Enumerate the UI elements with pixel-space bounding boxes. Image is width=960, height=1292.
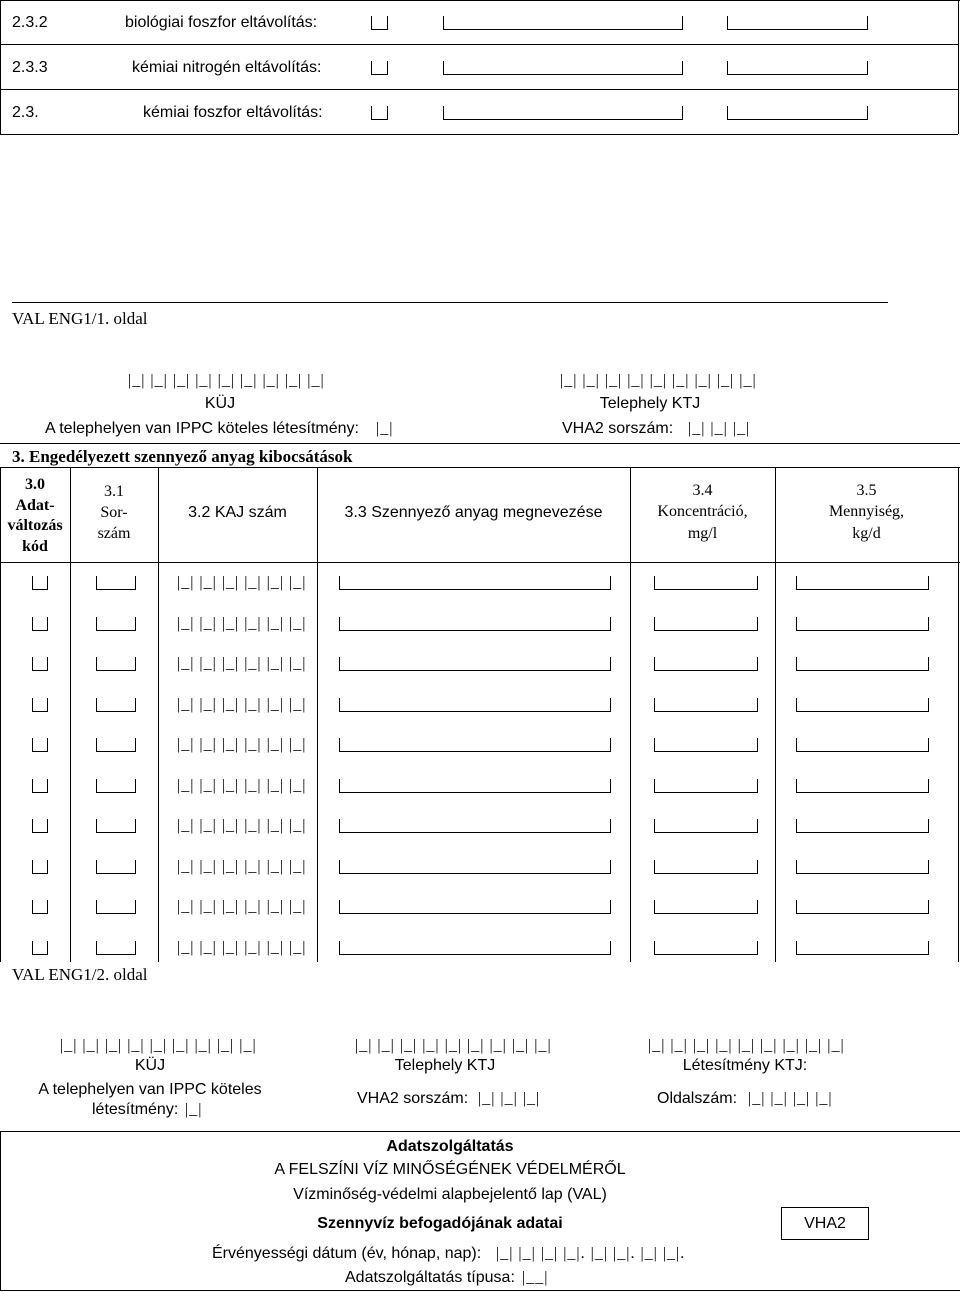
blank-field[interactable] (727, 61, 868, 75)
sorszam-field[interactable] (96, 657, 136, 671)
kaj-boxes[interactable]: |_| |_| |_| |_| |_| |_| (177, 696, 307, 713)
box-line1: A FELSZÍNI VÍZ MINŐSÉGÉNEK VÉDELMÉRŐL (274, 1161, 626, 1178)
mennyiseg-field[interactable] (796, 941, 929, 955)
vha2-code-box (781, 1207, 869, 1240)
blank-field[interactable] (443, 106, 683, 120)
sorszam-field[interactable] (96, 819, 136, 833)
adatvaltozas-field[interactable] (32, 819, 48, 833)
adatvaltozas-field[interactable] (32, 900, 48, 914)
vha2-boxes-2[interactable]: |_| |_| |_| (478, 1090, 541, 1107)
header-3-4-line2: Koncentráció, (657, 503, 748, 520)
blank-field[interactable] (371, 106, 388, 120)
adatvaltozas-field[interactable] (32, 698, 48, 712)
koncentracio-field[interactable] (654, 900, 758, 914)
mennyiseg-field[interactable] (796, 819, 929, 833)
row-number: 2.3.2 (12, 14, 48, 31)
mennyiseg-field[interactable] (796, 657, 929, 671)
szennyezo-anyag-field[interactable] (339, 860, 611, 874)
row-number: 2.3. (12, 104, 39, 121)
header-3-5-line3: kg/d (852, 525, 881, 542)
adatvaltozas-field[interactable] (32, 860, 48, 874)
ktj-boxes-2[interactable]: |_| |_| |_| |_| |_| |_| |_| |_| |_| (355, 1037, 552, 1054)
szennyezo-anyag-field[interactable] (339, 941, 611, 955)
szennyezo-anyag-field[interactable] (339, 698, 611, 712)
koncentracio-field[interactable] (654, 860, 758, 874)
vha2-label: VHA2 sorszám: (562, 420, 674, 437)
vha2-boxes[interactable]: |_| |_| |_| (688, 420, 751, 437)
ktj-boxes[interactable]: |_| |_| |_| |_| |_| |_| |_| |_| |_| (560, 372, 757, 389)
sorszam-field[interactable] (96, 779, 136, 793)
header-3-0-line2: Adat- (15, 497, 55, 514)
blank-field[interactable] (727, 16, 868, 30)
mennyiseg-field[interactable] (796, 698, 929, 712)
ippc-label: A telephelyen van IPPC köteles létesítmény: (45, 420, 359, 437)
header-3-0-num: 3.0 (25, 476, 45, 493)
header-3-1-line3: szám (97, 525, 131, 542)
mennyiseg-field[interactable] (796, 900, 929, 914)
koncentracio-field[interactable] (654, 576, 758, 590)
mennyiseg-field[interactable] (796, 576, 929, 590)
koncentracio-field[interactable] (654, 738, 758, 752)
page1-footer: VAL ENG1/1. oldal (12, 309, 148, 328)
adatvaltozas-field[interactable] (32, 941, 48, 955)
sorszam-field[interactable] (96, 738, 136, 752)
box-line2: Vízminőség-védelmi alapbejelentő lap (VAL) (293, 1186, 607, 1203)
sorszam-field[interactable] (96, 576, 136, 590)
ippc-box-2[interactable]: |_| (185, 1101, 203, 1118)
row-number: 2.3.3 (12, 59, 48, 76)
row-label: biológiai foszfor eltávolítás: (125, 14, 318, 31)
box-line3: Szennyvíz befogadójának adatai (317, 1215, 563, 1232)
header-3-1-line2: Sor- (100, 504, 128, 521)
kuj-label: KÜJ (204, 395, 236, 412)
oldalszam-label: Oldalszám: (657, 1090, 738, 1107)
koncentracio-field[interactable] (654, 698, 758, 712)
szennyezo-anyag-field[interactable] (339, 738, 611, 752)
kaj-boxes[interactable]: |_| |_| |_| |_| |_| |_| (177, 777, 307, 794)
ktj-label-2: Telephely KTJ (394, 1057, 496, 1074)
sorszam-field[interactable] (96, 698, 136, 712)
kaj-boxes[interactable]: |_| |_| |_| |_| |_| |_| (177, 898, 307, 915)
sorszam-field[interactable] (96, 617, 136, 631)
type-box[interactable]: |__| (522, 1269, 549, 1286)
koncentracio-field[interactable] (654, 941, 758, 955)
mennyiseg-field[interactable] (796, 617, 929, 631)
adatvaltozas-field[interactable] (32, 576, 48, 590)
mennyiseg-field[interactable] (796, 860, 929, 874)
ippc-label-2-line1: A telephelyen van IPPC köteles (38, 1081, 262, 1098)
ippc-label-2-line2: létesítmény: (92, 1101, 179, 1118)
koncentracio-field[interactable] (654, 779, 758, 793)
blank-field[interactable] (727, 106, 868, 120)
header-3-2: 3.2 KAJ szám (188, 504, 287, 521)
kaj-boxes[interactable]: |_| |_| |_| |_| |_| |_| (177, 736, 307, 753)
header-3-5-line2: Mennyiség, (828, 503, 905, 520)
sorszam-field[interactable] (96, 900, 136, 914)
mennyiseg-field[interactable] (796, 738, 929, 752)
koncentracio-field[interactable] (654, 819, 758, 833)
kuj-boxes[interactable]: |_| |_| |_| |_| |_| |_| |_| |_| |_| (128, 372, 325, 389)
kaj-boxes[interactable]: |_| |_| |_| |_| |_| |_| (177, 615, 307, 632)
date-boxes[interactable]: |_| |_| |_| |_|. |_| |_|. |_| |_|. (496, 1245, 686, 1262)
kaj-boxes[interactable]: |_| |_| |_| |_| |_| |_| (177, 858, 307, 875)
kaj-boxes[interactable]: |_| |_| |_| |_| |_| |_| (177, 817, 307, 834)
ippc-box[interactable]: |_| (376, 420, 394, 437)
szennyezo-anyag-field[interactable] (339, 819, 611, 833)
header-3-0-line3: változás (7, 517, 63, 534)
header-3-4-num: 3.4 (692, 482, 713, 499)
kaj-boxes[interactable]: |_| |_| |_| |_| |_| |_| (177, 574, 307, 591)
section-3-title: 3. Engedélyezett szennyező anyag kibocsátások (12, 447, 353, 466)
oldalszam-boxes[interactable]: |_| |_| |_| |_| (748, 1090, 833, 1107)
adatvaltozas-field[interactable] (32, 738, 48, 752)
header-3-4-line3: mg/l (687, 525, 718, 542)
kuj-boxes-2[interactable]: |_| |_| |_| |_| |_| |_| |_| |_| |_| (60, 1037, 257, 1054)
adatvaltozas-field[interactable] (32, 779, 48, 793)
box-title: Adatszolgáltatás (386, 1138, 514, 1155)
header-3-1-num: 3.1 (104, 483, 124, 500)
kaj-boxes[interactable]: |_| |_| |_| |_| |_| |_| (177, 655, 307, 672)
kuj-label-2: KÜJ (134, 1057, 166, 1074)
szennyezo-anyag-field[interactable] (339, 900, 611, 914)
page2-footer: VAL ENG1/2. oldal (12, 965, 148, 984)
header-3-3: 3.3 Szennyező anyag megnevezése (344, 504, 603, 521)
adatvaltozas-field[interactable] (32, 657, 48, 671)
letesitmeny-ktj-boxes[interactable]: |_| |_| |_| |_| |_| |_| |_| |_| |_| (648, 1037, 845, 1054)
date-label: Érvényességi dátum (év, hónap, nap): (212, 1245, 482, 1262)
mennyiseg-field[interactable] (796, 779, 929, 793)
koncentracio-field[interactable] (654, 617, 758, 631)
ktj-label: Telephely KTJ (599, 395, 701, 412)
header-3-5-num: 3.5 (856, 482, 877, 499)
szennyezo-anyag-field[interactable] (339, 657, 611, 671)
koncentracio-field[interactable] (654, 657, 758, 671)
szennyezo-anyag-field[interactable] (339, 576, 611, 590)
kaj-boxes[interactable]: |_| |_| |_| |_| |_| |_| (177, 939, 307, 956)
blank-field[interactable] (443, 16, 683, 30)
adatvaltozas-field[interactable] (32, 617, 48, 631)
vha2-code: VHA2 (804, 1215, 846, 1232)
header-3-0-line4: kód (22, 538, 48, 555)
blank-field[interactable] (371, 61, 388, 75)
row-label: kémiai foszfor eltávolítás: (143, 104, 323, 121)
blank-field[interactable] (371, 16, 388, 30)
blank-field[interactable] (443, 61, 683, 75)
letesitmeny-ktj-label: Létesítmény KTJ: (682, 1057, 808, 1074)
vha2-label-2: VHA2 sorszám: (357, 1090, 469, 1107)
row-label: kémiai nitrogén eltávolítás: (132, 59, 322, 76)
sorszam-field[interactable] (96, 860, 136, 874)
type-label: Adatszolgáltatás típusa: (345, 1269, 515, 1286)
szennyezo-anyag-field[interactable] (339, 779, 611, 793)
sorszam-field[interactable] (96, 941, 136, 955)
szennyezo-anyag-field[interactable] (339, 617, 611, 631)
